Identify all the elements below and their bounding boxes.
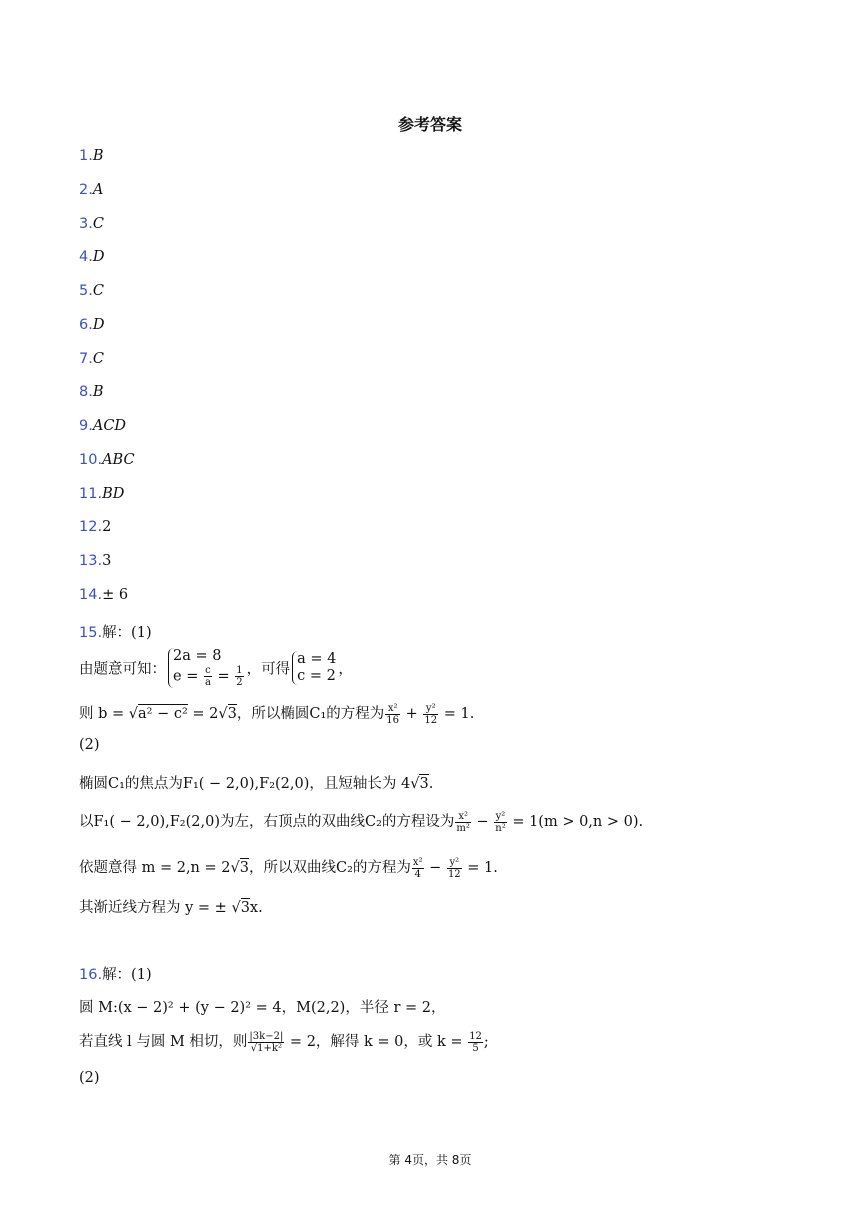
answer-item: 10.ABC <box>79 452 135 468</box>
answer-item: 2.A <box>79 182 104 198</box>
q15-line-1: 由题意可知： 2a = 8 e = $\frac{c}{a}$ = $\frac{1}{2}$ ，可得 a = 4 c = 2 ， <box>79 648 353 688</box>
answer-item: 9.ACD <box>79 418 127 434</box>
q15-part2: (2) <box>79 737 100 753</box>
answer-item: 13.3 <box>79 553 112 569</box>
q15-line-4: 以F₁( − 2,0),F₂(2,0)为左，右顶点的双曲线C₂的方程设为 $\frac{\text{x²}}{\text{m²}}$ − $\frac{\text{y²}}{\text{n²}}$ = 1(m > 0,n > 0). <box>79 810 644 834</box>
q16-line-2: 若直线 l 与圆 M 相切，则 $\frac{|3k-2|}{\text{√1+k²}}$ = 2，解得 k = 0，或 k = $\frac{12}{5}$ ; <box>79 1030 489 1054</box>
q16-heading: 16.解：(1) <box>79 967 152 983</box>
q15-line-3: 椭圆C₁的焦点为F₁( − 2,0),F₂(2,0)，且短轴长为 4√3. <box>79 776 434 792</box>
q15-line-5: 依题意得 m = 2,n = 2√3，所以双曲线C₂的方程为 $\frac{\text{x²}}{4}$ − $\frac{\text{y²}}{12}$ = 1. <box>79 856 498 880</box>
answer-item: 1.B <box>79 148 104 164</box>
answer-item: 11.BD <box>79 486 125 502</box>
page-footer: 第 4页，共 8页 <box>388 1153 472 1167</box>
answer-item: 5.C <box>79 283 104 299</box>
q16-line-1: 圆 M:(x − 2)² + (y − 2)² = 4，M(2,2)，半径 r = 2， <box>79 1000 446 1016</box>
q15-line-6: 其渐近线方程为 y = ± √3x. <box>79 900 263 916</box>
answer-item: 4.D <box>79 249 105 265</box>
page-title: 参考答案 <box>397 115 462 134</box>
q16-part2: (2) <box>79 1070 100 1086</box>
answer-item: 14.± 6 <box>79 587 129 603</box>
answer-item: 7.C <box>79 351 104 367</box>
equation-system: a = 4 c = 2 <box>292 651 336 685</box>
equation-system: 2a = 8 e = $\frac{c}{a}$ = $\frac{1}{2}$ <box>168 648 245 688</box>
q15-heading: 15.解：(1) <box>79 625 152 641</box>
q15-line-2: 则 b = √a² − c² = 2√3，所以椭圆C₁的方程为 $\frac{\text{x²}}{16}$ + $\frac{\text{y²}}{12}$ = 1. <box>79 702 475 726</box>
answer-item: 12.2 <box>79 519 112 535</box>
answer-item: 8.B <box>79 384 104 400</box>
answer-item: 6.D <box>79 317 105 333</box>
answer-item: 3.C <box>79 216 104 232</box>
